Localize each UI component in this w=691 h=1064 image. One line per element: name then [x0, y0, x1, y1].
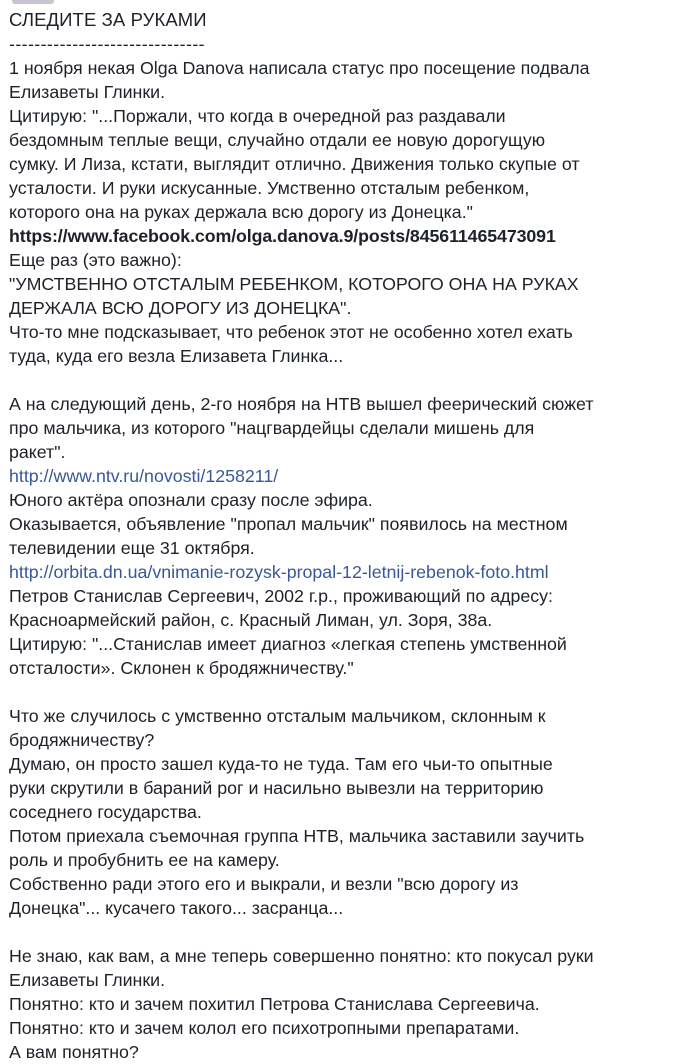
orbita-link[interactable]: http://orbita.dn.ua/vnimanie-rozysk-propal-12-letnij-rebenok-foto.html — [9, 562, 549, 582]
text-line: Елизаветы Глинки. — [9, 970, 166, 990]
ntv-link[interactable]: http://www.ntv.ru/novosti/1258211/ — [9, 466, 279, 486]
text-line: Петров Станислав Сергеевич, 2002 г.р., проживающий по адресу: — [9, 586, 553, 606]
text-line: Красноармейский район, с. Красный Лиман, ул. Зоря, 38а. — [9, 610, 493, 630]
text-line: Оказывается, объявление "пропал мальчик" появилось на местном — [9, 514, 568, 534]
text-line: ракет". — [9, 442, 66, 462]
text-line: Цитирую: "...Поржали, что когда в очередной раз раздавали — [9, 106, 506, 126]
text-line: Собственно ради этого его и выкрали, и везли "всю дорогу из — [9, 874, 519, 894]
text-line: Цитирую: "...Станислав имеет диагноз «легкая степень умственной — [9, 634, 567, 654]
post-body — [9, 8, 685, 1064]
text-line: Понятно: кто и зачем похитил Петрова Станислава Сергеевича. — [9, 994, 540, 1014]
text-line: Донецка"... кусачего такого... засранца... — [9, 898, 344, 918]
text-line: руки скрутили в бараний рог и насильно вывезли на территорию — [9, 778, 544, 798]
text-line: роль и пробубнить ее на камеру. — [9, 850, 280, 870]
text-line: телевидении еще 31 октября. — [9, 538, 255, 558]
avatar-edge — [12, 0, 54, 4]
text-line: которого она на руках держала всю дорогу из Донецка." — [9, 202, 473, 222]
text-line: Понятно: кто и зачем колол его психотропными препаратами. — [9, 1018, 520, 1038]
paragraph-gap — [9, 680, 685, 704]
text-line: бродяжничеству? — [9, 730, 155, 750]
text-line: "УМСТВЕННО ОТСТАЛЫМ РЕБЕНКОМ, КОТОРОГО ОНА НА РУКАХ — [9, 274, 579, 294]
text-line: соседнего государства. — [9, 802, 202, 822]
facebook-post-url: https://www.facebook.com/olga.danova.9/posts/845611465473091 — [9, 226, 556, 246]
text-line: А на следующий день, 2-го ноября на НТВ вышел феерический сюжет — [9, 394, 594, 414]
text-line: Не знаю, как вам, а мне теперь совершенно понятно: кто покусал руки — [9, 946, 594, 966]
text-line: ДЕРЖАЛА ВСЮ ДОРОГУ ИЗ ДОНЕЦКА". — [9, 298, 352, 318]
text-line: Еще раз (это важно): — [9, 250, 182, 270]
text-line: отсталости». Склонен к бродяжничеству." — [9, 658, 354, 678]
text-line: Потом приехала съемочная группа НТВ, мальчика заставили заучить — [9, 826, 585, 846]
text-line: Что же случилось с умственно отсталым мальчиком, склонным к — [9, 706, 546, 726]
text-line: А вам понятно? — [9, 1042, 139, 1062]
text-line: Что-то мне подсказывает, что ребенок этот не особенно хотел ехать — [9, 322, 573, 342]
text-line: про мальчика, из которого "нацгвардейцы сделали мишень для — [9, 418, 535, 438]
paragraph-gap — [9, 920, 685, 944]
text-line: Юного актёра опознали сразу после эфира. — [9, 490, 373, 510]
text-line: Думаю, он просто зашел куда-то не туда. Там его чьи-то опытные — [9, 754, 553, 774]
text-line: 1 ноября некая Olga Danova написала статус про посещение подвала — [9, 58, 590, 78]
text-line: Елизаветы Глинки. — [9, 82, 166, 102]
text-line: туда, куда его везла Елизавета Глинка... — [9, 346, 344, 366]
text-line: бездомным теплые вещи, случайно отдали ее новую дорогущую — [9, 130, 546, 150]
text-line: сумку. И Лиза, кстати, выглядит отлично. Движения только скупые от — [9, 154, 580, 174]
separator-line: ------------------------------- — [9, 34, 205, 54]
text-line: усталости. И руки искусанные. Умственно отсталым ребенком, — [9, 178, 530, 198]
paragraph-gap — [9, 368, 685, 392]
post-title: СЛЕДИТЕ ЗА РУКАМИ — [9, 9, 207, 30]
